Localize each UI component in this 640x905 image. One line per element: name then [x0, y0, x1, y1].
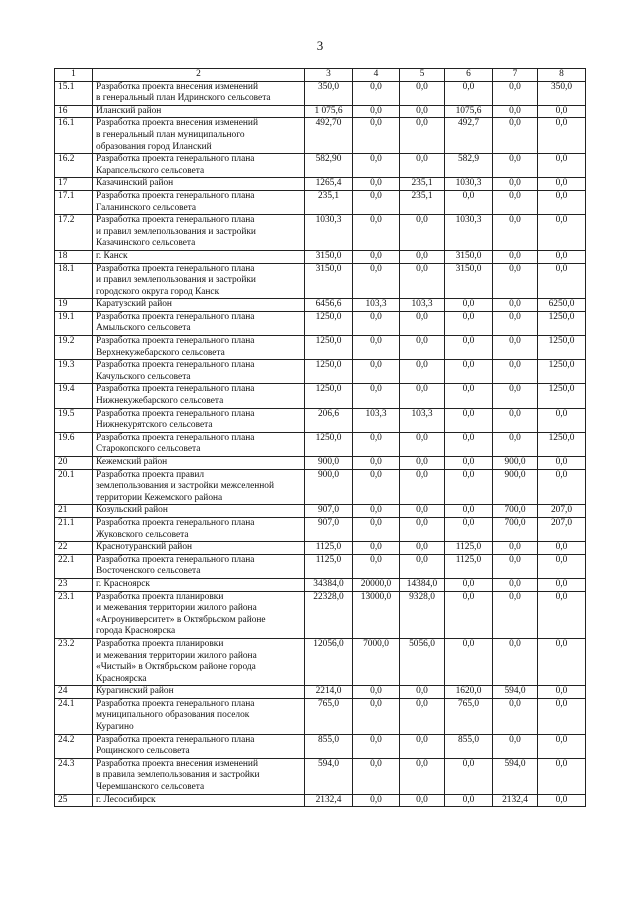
table-row: [55, 154, 586, 178]
row-name: Разработка проекта генерального плана Амыльского сельсовета: [93, 311, 305, 335]
value-cell: 34384,0: [305, 578, 353, 591]
value-cell: 0,0: [445, 336, 493, 360]
value-cell: 0,0: [445, 360, 493, 384]
value-cell: 0,0: [353, 542, 400, 555]
row-name: Каратузский район: [93, 299, 305, 312]
value-cell: 0,0: [538, 105, 586, 118]
value-cell: 0,0: [353, 794, 400, 807]
row-name: Краснотуранский район: [93, 542, 305, 555]
row-number: 19.6: [55, 432, 93, 456]
value-cell: 0,0: [538, 457, 586, 470]
table-row: [55, 299, 586, 312]
table-row: [55, 81, 586, 105]
table-row: [55, 178, 586, 191]
value-cell: 0,0: [493, 299, 538, 312]
value-cell: 855,0: [305, 734, 353, 758]
header-cell: 3: [305, 69, 353, 82]
value-cell: 900,0: [305, 457, 353, 470]
row-number: 23: [55, 578, 93, 591]
table-row: [55, 360, 586, 384]
value-cell: 0,0: [353, 311, 400, 335]
row-name: Козульский район: [93, 505, 305, 518]
row-number: 16.2: [55, 154, 93, 178]
value-cell: 0,0: [445, 299, 493, 312]
value-cell: 907,0: [305, 517, 353, 541]
row-name: Разработка проекта планировки и межевания территории жилого района «Чистый» в Октябрьском районе города Красноярска: [93, 638, 305, 685]
value-cell: 1030,3: [445, 215, 493, 251]
value-cell: 13000,0: [353, 591, 400, 638]
row-name: Разработка проекта правил землепользования и застройки межселенной территории Кежемского района: [93, 469, 305, 505]
value-cell: 0,0: [353, 758, 400, 794]
row-name: Разработка проекта генерального плана Верхнекужебарского сельсовета: [93, 336, 305, 360]
row-number: 16.1: [55, 118, 93, 154]
value-cell: 0,0: [493, 215, 538, 251]
value-cell: 0,0: [538, 263, 586, 299]
value-cell: 0,0: [353, 215, 400, 251]
value-cell: 0,0: [445, 591, 493, 638]
value-cell: 235,1: [400, 178, 445, 191]
value-cell: 1125,0: [445, 542, 493, 555]
value-cell: 0,0: [400, 469, 445, 505]
budget-table: [54, 68, 586, 807]
value-cell: 0,0: [538, 118, 586, 154]
value-cell: 0,0: [400, 250, 445, 263]
value-cell: 0,0: [400, 215, 445, 251]
row-number: 19.5: [55, 408, 93, 432]
value-cell: 0,0: [493, 263, 538, 299]
table-row: [55, 105, 586, 118]
row-number: 18.1: [55, 263, 93, 299]
value-cell: 0,0: [493, 311, 538, 335]
value-cell: 0,0: [493, 554, 538, 578]
value-cell: 594,0: [493, 758, 538, 794]
row-number: 19: [55, 299, 93, 312]
value-cell: 0,0: [493, 250, 538, 263]
table-row: [55, 263, 586, 299]
value-cell: 900,0: [305, 469, 353, 505]
value-cell: 0,0: [400, 517, 445, 541]
table-row: [55, 758, 586, 794]
value-cell: 0,0: [400, 81, 445, 105]
table-row: [55, 698, 586, 734]
row-name: Разработка проекта генерального плана Восточенского сельсовета: [93, 554, 305, 578]
row-name: Разработка проекта генерального плана Карапсельского сельсовета: [93, 154, 305, 178]
value-cell: 1250,0: [305, 384, 353, 408]
row-number: 19.1: [55, 311, 93, 335]
value-cell: 9328,0: [400, 591, 445, 638]
value-cell: 582,90: [305, 154, 353, 178]
value-cell: 0,0: [493, 336, 538, 360]
value-cell: 0,0: [400, 311, 445, 335]
row-number: 16: [55, 105, 93, 118]
value-cell: 0,0: [353, 469, 400, 505]
row-number: 20: [55, 457, 93, 470]
row-number: 25: [55, 794, 93, 807]
value-cell: 700,0: [493, 505, 538, 518]
value-cell: 0,0: [493, 734, 538, 758]
value-cell: 0,0: [538, 698, 586, 734]
value-cell: 0,0: [493, 190, 538, 214]
table-row: [55, 250, 586, 263]
value-cell: 103,3: [400, 408, 445, 432]
value-cell: 0,0: [353, 698, 400, 734]
value-cell: 22328,0: [305, 591, 353, 638]
value-cell: 0,0: [400, 794, 445, 807]
value-cell: 0,0: [493, 384, 538, 408]
value-cell: 907,0: [305, 505, 353, 518]
value-cell: 103,3: [353, 299, 400, 312]
value-cell: 2132,4: [493, 794, 538, 807]
value-cell: 0,0: [353, 505, 400, 518]
value-cell: 0,0: [353, 178, 400, 191]
value-cell: 12056,0: [305, 638, 353, 685]
value-cell: 207,0: [538, 505, 586, 518]
table-body: [55, 81, 586, 807]
row-name: Разработка проекта планировки и межевания территории жилого района «Агроуниверситет» в Октябрьском районе города Красноярска: [93, 591, 305, 638]
row-name: Разработка проекта внесения изменений в генеральный план Идринского сельсовета: [93, 81, 305, 105]
value-cell: 0,0: [445, 432, 493, 456]
header-cell: 7: [493, 69, 538, 82]
value-cell: 5056,0: [400, 638, 445, 685]
row-name: г. Лесосибирск: [93, 794, 305, 807]
value-cell: 0,0: [538, 215, 586, 251]
value-cell: 0,0: [353, 384, 400, 408]
header-cell: 6: [445, 69, 493, 82]
value-cell: 6456,6: [305, 299, 353, 312]
value-cell: 0,0: [493, 118, 538, 154]
page-number: 3: [316, 38, 324, 53]
table-row: [55, 578, 586, 591]
value-cell: 2214,0: [305, 686, 353, 699]
value-cell: 765,0: [445, 698, 493, 734]
value-cell: 700,0: [493, 517, 538, 541]
value-cell: 0,0: [538, 758, 586, 794]
value-cell: 0,0: [445, 578, 493, 591]
value-cell: 1250,0: [538, 432, 586, 456]
value-cell: 0,0: [353, 336, 400, 360]
row-number: 19.3: [55, 360, 93, 384]
value-cell: 594,0: [493, 686, 538, 699]
table-row: [55, 591, 586, 638]
value-cell: 0,0: [445, 311, 493, 335]
row-name: Разработка проекта генерального плана муниципального образования поселок Курагино: [93, 698, 305, 734]
row-name: Разработка проекта генерального плана Галанинского сельсовета: [93, 190, 305, 214]
table-row: [55, 408, 586, 432]
value-cell: 0,0: [353, 81, 400, 105]
value-cell: 0,0: [445, 384, 493, 408]
row-number: 22.1: [55, 554, 93, 578]
value-cell: 0,0: [400, 105, 445, 118]
value-cell: 0,0: [493, 698, 538, 734]
value-cell: 1250,0: [538, 360, 586, 384]
value-cell: 0,0: [493, 638, 538, 685]
value-cell: 492,70: [305, 118, 353, 154]
value-cell: 0,0: [445, 81, 493, 105]
value-cell: 765,0: [305, 698, 353, 734]
value-cell: 103,3: [353, 408, 400, 432]
row-number: 15.1: [55, 81, 93, 105]
row-name: Разработка проекта генерального плана Жуковского сельсовета: [93, 517, 305, 541]
row-name: г. Канск: [93, 250, 305, 263]
value-cell: 1125,0: [445, 554, 493, 578]
table-row: [55, 215, 586, 251]
value-cell: 0,0: [538, 250, 586, 263]
value-cell: 1250,0: [538, 336, 586, 360]
value-cell: 1030,3: [305, 215, 353, 251]
value-cell: 0,0: [400, 154, 445, 178]
table-row: [55, 384, 586, 408]
table-row: [55, 457, 586, 470]
value-cell: 3150,0: [305, 250, 353, 263]
value-cell: 0,0: [445, 469, 493, 505]
row-number: 23.1: [55, 591, 93, 638]
value-cell: 1265,4: [305, 178, 353, 191]
value-cell: 0,0: [445, 794, 493, 807]
value-cell: 3150,0: [445, 250, 493, 263]
value-cell: 0,0: [353, 250, 400, 263]
table-row: [55, 190, 586, 214]
value-cell: 1075,6: [445, 105, 493, 118]
value-cell: 1250,0: [305, 336, 353, 360]
value-cell: 14384,0: [400, 578, 445, 591]
table-row: [55, 311, 586, 335]
value-cell: 3150,0: [445, 263, 493, 299]
value-cell: 594,0: [305, 758, 353, 794]
table-row: [55, 336, 586, 360]
value-cell: 206,6: [305, 408, 353, 432]
header-cell: 2: [93, 69, 305, 82]
value-cell: 235,1: [400, 190, 445, 214]
header-cell: 8: [538, 69, 586, 82]
table-row: [55, 554, 586, 578]
table-row: [55, 118, 586, 154]
table-header-row: [55, 69, 586, 82]
value-cell: 103,3: [400, 299, 445, 312]
row-name: Разработка проекта генерального плана Рощинского сельсовета: [93, 734, 305, 758]
table-row: [55, 638, 586, 685]
row-number: 24.1: [55, 698, 93, 734]
value-cell: 1250,0: [538, 384, 586, 408]
table-row: [55, 686, 586, 699]
value-cell: 0,0: [538, 408, 586, 432]
value-cell: 0,0: [353, 263, 400, 299]
row-number: 17: [55, 178, 93, 191]
row-name: Разработка проекта генерального плана и правил землепользования и застройки городского округа город Канск: [93, 263, 305, 299]
value-cell: 350,0: [305, 81, 353, 105]
value-cell: 0,0: [400, 698, 445, 734]
value-cell: 0,0: [493, 178, 538, 191]
row-name: Разработка проекта генерального плана Нижнекурятского сельсовета: [93, 408, 305, 432]
row-name: Казачинский район: [93, 178, 305, 191]
value-cell: 20000,0: [353, 578, 400, 591]
header-cell: 4: [353, 69, 400, 82]
row-number: 18: [55, 250, 93, 263]
value-cell: 0,0: [400, 542, 445, 555]
value-cell: 0,0: [445, 457, 493, 470]
value-cell: 0,0: [493, 81, 538, 105]
value-cell: 0,0: [353, 517, 400, 541]
value-cell: 0,0: [538, 154, 586, 178]
value-cell: 900,0: [493, 457, 538, 470]
row-number: 17.1: [55, 190, 93, 214]
value-cell: 0,0: [538, 554, 586, 578]
row-number: 22: [55, 542, 93, 555]
value-cell: 0,0: [353, 457, 400, 470]
value-cell: 0,0: [400, 758, 445, 794]
row-name: Иланский район: [93, 105, 305, 118]
row-name: Разработка проекта генерального плана Старокопского сельсовета: [93, 432, 305, 456]
row-number: 23.2: [55, 638, 93, 685]
table-row: [55, 432, 586, 456]
row-name: Разработка проекта внесения изменений в правила землепользования и застройки Черемшанского сельсовета: [93, 758, 305, 794]
value-cell: 0,0: [538, 734, 586, 758]
value-cell: 0,0: [353, 105, 400, 118]
value-cell: 0,0: [400, 118, 445, 154]
table-row: [55, 542, 586, 555]
value-cell: 0,0: [445, 638, 493, 685]
row-number: 24: [55, 686, 93, 699]
value-cell: 0,0: [538, 686, 586, 699]
value-cell: 0,0: [538, 178, 586, 191]
value-cell: 0,0: [493, 105, 538, 118]
value-cell: 0,0: [400, 360, 445, 384]
value-cell: 0,0: [538, 578, 586, 591]
value-cell: 0,0: [353, 686, 400, 699]
value-cell: 0,0: [400, 432, 445, 456]
value-cell: 2132,4: [305, 794, 353, 807]
value-cell: 207,0: [538, 517, 586, 541]
value-cell: 1250,0: [305, 311, 353, 335]
row-number: 20.1: [55, 469, 93, 505]
value-cell: 0,0: [400, 384, 445, 408]
row-name: Разработка проекта генерального плана и правил землепользования и застройки Казачинского сельсовета: [93, 215, 305, 251]
value-cell: 235,1: [305, 190, 353, 214]
value-cell: 7000,0: [353, 638, 400, 685]
row-number: 24.3: [55, 758, 93, 794]
value-cell: 900,0: [493, 469, 538, 505]
value-cell: 0,0: [353, 432, 400, 456]
value-cell: 0,0: [353, 154, 400, 178]
row-number: 21.1: [55, 517, 93, 541]
value-cell: 0,0: [353, 360, 400, 384]
value-cell: 0,0: [538, 469, 586, 505]
value-cell: 0,0: [538, 638, 586, 685]
row-number: 21: [55, 505, 93, 518]
table-row: [55, 505, 586, 518]
value-cell: 0,0: [353, 734, 400, 758]
row-number: 17.2: [55, 215, 93, 251]
value-cell: 1250,0: [538, 311, 586, 335]
row-name: Разработка проекта генерального плана Качульского сельсовета: [93, 360, 305, 384]
value-cell: 0,0: [353, 554, 400, 578]
value-cell: 0,0: [538, 591, 586, 638]
value-cell: 0,0: [400, 505, 445, 518]
value-cell: 0,0: [353, 118, 400, 154]
value-cell: 0,0: [538, 794, 586, 807]
value-cell: 0,0: [493, 408, 538, 432]
value-cell: 0,0: [400, 554, 445, 578]
value-cell: 0,0: [493, 432, 538, 456]
table-row: [55, 469, 586, 505]
value-cell: 0,0: [445, 505, 493, 518]
value-cell: 0,0: [445, 408, 493, 432]
value-cell: 350,0: [538, 81, 586, 105]
value-cell: 1 075,6: [305, 105, 353, 118]
value-cell: 0,0: [538, 190, 586, 214]
value-cell: 1125,0: [305, 542, 353, 555]
value-cell: 1030,3: [445, 178, 493, 191]
value-cell: 1620,0: [445, 686, 493, 699]
row-number: 19.4: [55, 384, 93, 408]
value-cell: 6250,0: [538, 299, 586, 312]
value-cell: 0,0: [400, 336, 445, 360]
value-cell: 0,0: [493, 154, 538, 178]
value-cell: 0,0: [353, 190, 400, 214]
value-cell: 0,0: [400, 263, 445, 299]
value-cell: 3150,0: [305, 263, 353, 299]
table-row: [55, 794, 586, 807]
row-number: 24.2: [55, 734, 93, 758]
row-name: Разработка проекта внесения изменений в генеральный план муниципального образования город Иланский: [93, 118, 305, 154]
header-cell: 5: [400, 69, 445, 82]
value-cell: 0,0: [493, 542, 538, 555]
value-cell: 0,0: [445, 758, 493, 794]
value-cell: 0,0: [493, 360, 538, 384]
row-name: Разработка проекта генерального плана Нижнекужебарского сельсовета: [93, 384, 305, 408]
row-name: Кежемский район: [93, 457, 305, 470]
value-cell: 1250,0: [305, 360, 353, 384]
value-cell: 582,9: [445, 154, 493, 178]
value-cell: 1250,0: [305, 432, 353, 456]
value-cell: 0,0: [400, 686, 445, 699]
row-name: г. Красноярск: [93, 578, 305, 591]
value-cell: 0,0: [493, 591, 538, 638]
value-cell: 0,0: [493, 578, 538, 591]
value-cell: 1125,0: [305, 554, 353, 578]
value-cell: 855,0: [445, 734, 493, 758]
value-cell: 0,0: [400, 457, 445, 470]
table-row: [55, 734, 586, 758]
value-cell: 0,0: [400, 734, 445, 758]
row-name: Курагинский район: [93, 686, 305, 699]
row-number: 19.2: [55, 336, 93, 360]
value-cell: 492,7: [445, 118, 493, 154]
header-cell: 1: [55, 69, 93, 82]
value-cell: 0,0: [538, 542, 586, 555]
value-cell: 0,0: [445, 517, 493, 541]
value-cell: 0,0: [445, 190, 493, 214]
table-row: [55, 517, 586, 541]
